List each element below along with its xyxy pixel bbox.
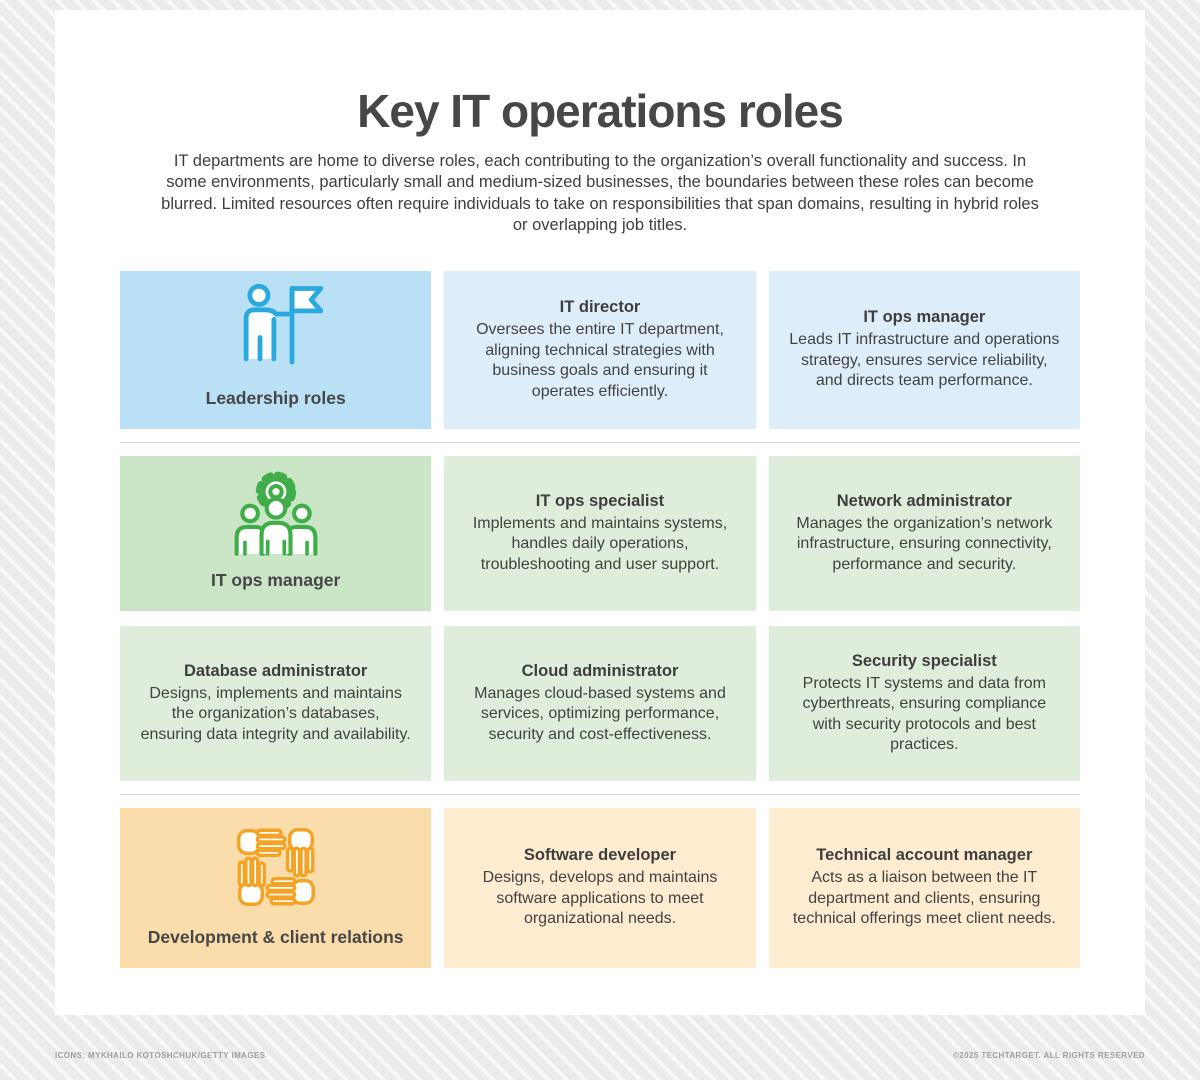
role-description: Implements and maintains systems, handles daily operations, troubleshooting and user support. <box>472 514 728 573</box>
infographic-sheet <box>55 10 1145 1015</box>
footer <box>55 1051 1145 1060</box>
role-description: Manages cloud-based systems and services, optimizing performance, security and cost-effectiveness. <box>474 684 726 743</box>
role-card-it-director <box>444 271 755 429</box>
role-description: Designs, implements and maintains the organization’s databases, ensuring data integrity and availability. <box>140 684 411 743</box>
role-title: IT ops manager <box>863 308 986 327</box>
leadership-row <box>120 271 1080 429</box>
role-card-security-specialist <box>769 626 1080 781</box>
development-row <box>120 808 1080 968</box>
role-title: Cloud administrator <box>521 661 679 680</box>
role-title: Technical account manager <box>816 846 1033 865</box>
role-description: Leads IT infrastructure and operations strategy, ensures service reliability, and directs team performance. <box>789 331 1060 390</box>
icons-credit: ICONS: MYKHAILO KOTOSHCHUK/GETTY IMAGES <box>55 1051 266 1060</box>
page-title: Key IT operations roles <box>357 85 843 137</box>
role-card-database-administrator <box>120 626 431 781</box>
intro-paragraph: IT departments are home to diverse roles, each contributing to the organization’s overall functionality and success. In some environments, particularly small and medium-sized businesses, the boundaries between these roles can become blurred. Limited resources often require individuals to take on responsibilities that span domains, resulting in hybrid roles or overlapping job titles. <box>161 151 1039 235</box>
role-title: Security specialist <box>851 651 997 670</box>
role-card-network-administrator <box>769 456 1080 611</box>
role-title: Network administrator <box>836 491 1012 510</box>
category-card-leadership <box>120 271 431 429</box>
role-card-software-developer <box>444 808 755 968</box>
role-description: Acts as a liaison between the IT department and clients, ensuring technical offerings meet client needs. <box>792 869 1056 928</box>
role-title: IT ops specialist <box>535 491 665 510</box>
leader-flag-icon <box>228 281 324 382</box>
category-label: IT ops manager <box>210 569 341 590</box>
category-label: Development & client relations <box>147 926 404 947</box>
category-label: Leadership roles <box>205 387 346 408</box>
role-card-it-ops-manager <box>769 271 1080 429</box>
category-card-development <box>120 808 431 968</box>
role-card-cloud-administrator <box>444 626 755 781</box>
copyright-notice: ©2025 TECHTARGET. ALL RIGHTS RESERVED <box>953 1051 1145 1060</box>
team-gear-icon <box>224 471 328 564</box>
section-divider <box>120 794 1080 795</box>
hands-teamwork-icon <box>227 818 325 921</box>
role-description: Oversees the entire IT department, aligning technical strategies with business goals and ensuring it operates efficiently. <box>476 321 724 400</box>
role-card-it-ops-specialist <box>444 456 755 611</box>
it-ops-rows <box>120 456 1080 781</box>
section-divider <box>120 442 1080 443</box>
role-title: Database administrator <box>183 661 368 680</box>
roles-grid <box>120 271 1080 968</box>
role-card-technical-account-manager <box>769 808 1080 968</box>
role-description: Manages the organization’s network infrastructure, ensuring connectivity, performance and security. <box>796 514 1053 573</box>
role-description: Designs, develops and maintains software applications to meet organizational needs. <box>482 869 718 928</box>
role-description: Protects IT systems and data from cyberthreats, ensuring compliance with security protocols and best practices. <box>802 674 1047 754</box>
role-title: Software developer <box>523 846 677 865</box>
category-card-it-ops <box>120 456 431 611</box>
role-title: IT director <box>559 298 641 317</box>
